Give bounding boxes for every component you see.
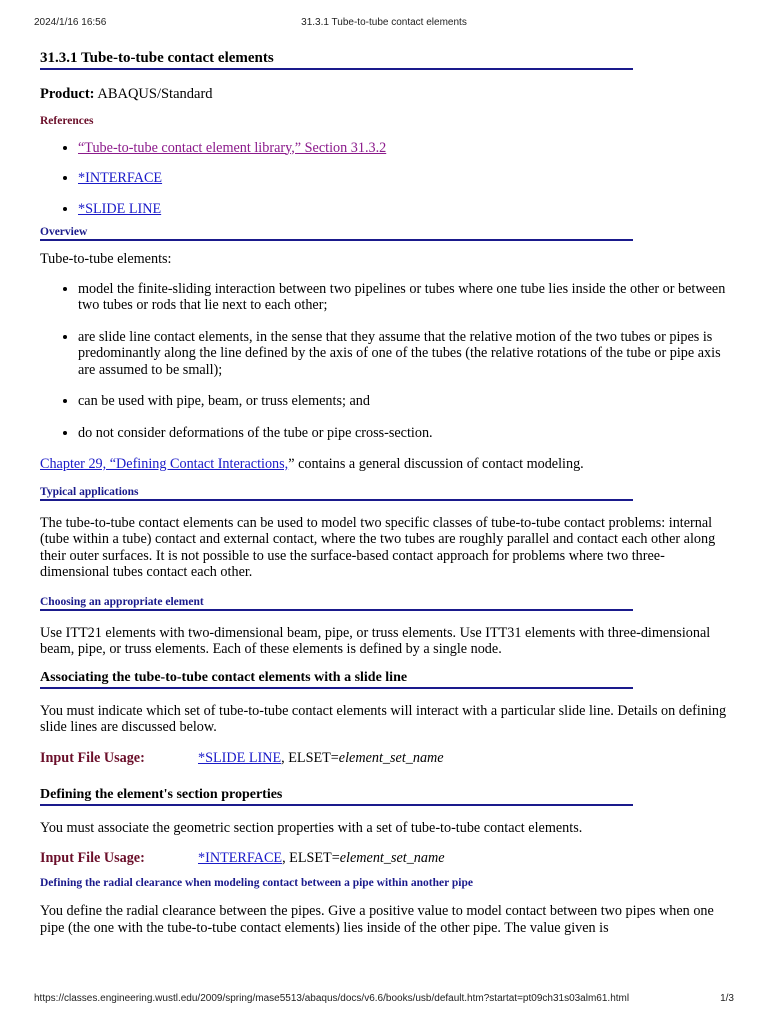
chapter-reference	[40, 456, 730, 473]
interface-link[interactable]: *INTERFACE	[198, 850, 283, 866]
print-datetime: 2024/1/16 16:56	[34, 17, 107, 28]
input-file-usage-value: *INTERFACE, ELSET=element_set_name	[198, 850, 445, 866]
input-file-usage-label: Input File Usage:	[40, 850, 145, 866]
input-file-usage-value: *SLIDE LINE, ELSET=element_set_name	[198, 749, 444, 766]
print-page-number: 1/3	[720, 993, 734, 1004]
radial-clearance-heading: Defining the radial clearance when modeling contact between a pipe within another pipe	[40, 877, 473, 889]
section-properties-heading: Defining the element's section properties	[40, 787, 633, 806]
print-url: https://classes.engineering.wustl.edu/2009/spring/mase5513/abaqus/docs/v6.6/books/usb/default.htm?startat=pt09ch31s03alm61.html	[34, 993, 630, 1004]
overview-list	[40, 281, 730, 442]
reference-link-interface[interactable]: *INTERFACE	[78, 170, 163, 186]
reference-link-slide-line[interactable]: *SLIDE LINE	[78, 200, 162, 217]
reference-link-library[interactable]: “Tube-to-tube contact element library,” Section 31.3.2	[78, 139, 387, 156]
associating-text: You must indicate which set of tube-to-tube contact elements will interact with a particular slide line. Details on defining slide lines are discussed below.	[40, 702, 727, 735]
associating-heading: Associating the tube-to-tube contact elements with a slide line	[40, 670, 633, 689]
choosing-element-heading: Choosing an appropriate element	[40, 596, 633, 611]
overview-item: • model the finite-sliding interaction between two pipelines or tubes where one tube lies inside the other or between two tubes or rods that lie next to each other;	[78, 281, 730, 314]
product-label: Product:	[40, 86, 95, 102]
references-heading: References	[40, 114, 94, 127]
overview-item: • are slide line contact elements, in the sense that they assume that the relative motion of the two tubes or pipes is predominantly along the line defined by the axis of one of the tubes (the relative rotations of the tube or pipe axis are assumed to be small);	[78, 329, 730, 379]
input-file-usage-interface	[40, 850, 730, 868]
references-list	[40, 140, 730, 218]
reference-item	[78, 140, 730, 157]
radial-clearance-text: You define the radial clearance between the pipes. Give a positive value to model contact between two pipes when one pipe (the one with the tube-to-tube contact elements) lies inside of the other pipe. The value given is	[40, 903, 714, 936]
typical-applications-text: The tube-to-tube contact elements can be used to model two specific classes of tube-to-tube contact problems: internal (tube within a tube) contact and external contact, where the two tubes are roughly parallel and contact each other along their outer surfaces. It is not possible to use the surface-based contact approach for problems where two three-dimensional tubes contact each other.	[40, 514, 716, 580]
input-file-usage-slide-line	[40, 750, 730, 768]
overview-item: • do not consider deformations of the tube or pipe cross-section.	[78, 425, 730, 442]
product-value: ABAQUS/Standard	[97, 86, 213, 102]
overview-item: • can be used with pipe, beam, or truss elements; and	[78, 393, 730, 410]
chapter-reference-text: ” contains a general discussion of contact modeling.	[288, 456, 584, 472]
print-page-title: 31.3.1 Tube-to-tube contact elements	[301, 17, 467, 28]
slide-line-link[interactable]: *SLIDE LINE	[198, 749, 282, 766]
document-body	[40, 50, 730, 936]
chapter-link[interactable]: Chapter 29, “Defining Contact Interactions,	[40, 456, 289, 472]
reference-item	[78, 201, 730, 218]
page-title: 31.3.1 Tube-to-tube contact elements	[40, 50, 633, 70]
overview-intro: Tube-to-tube elements:	[40, 251, 172, 267]
input-file-usage-label: Input File Usage:	[40, 749, 145, 766]
typical-applications-heading: Typical applications	[40, 486, 633, 501]
product-line	[40, 86, 730, 103]
choosing-element-text: Use ITT21 elements with two-dimensional beam, pipe, or truss elements. Use ITT31 elements with three-dimensional beam, pipe, or truss elements. Each of these elements is defined by a single node.	[40, 624, 711, 657]
overview-heading: Overview	[40, 226, 633, 241]
section-properties-text: You must associate the geometric section properties with a set of tube-to-tube contact elements.	[40, 819, 583, 836]
reference-item	[78, 170, 730, 187]
